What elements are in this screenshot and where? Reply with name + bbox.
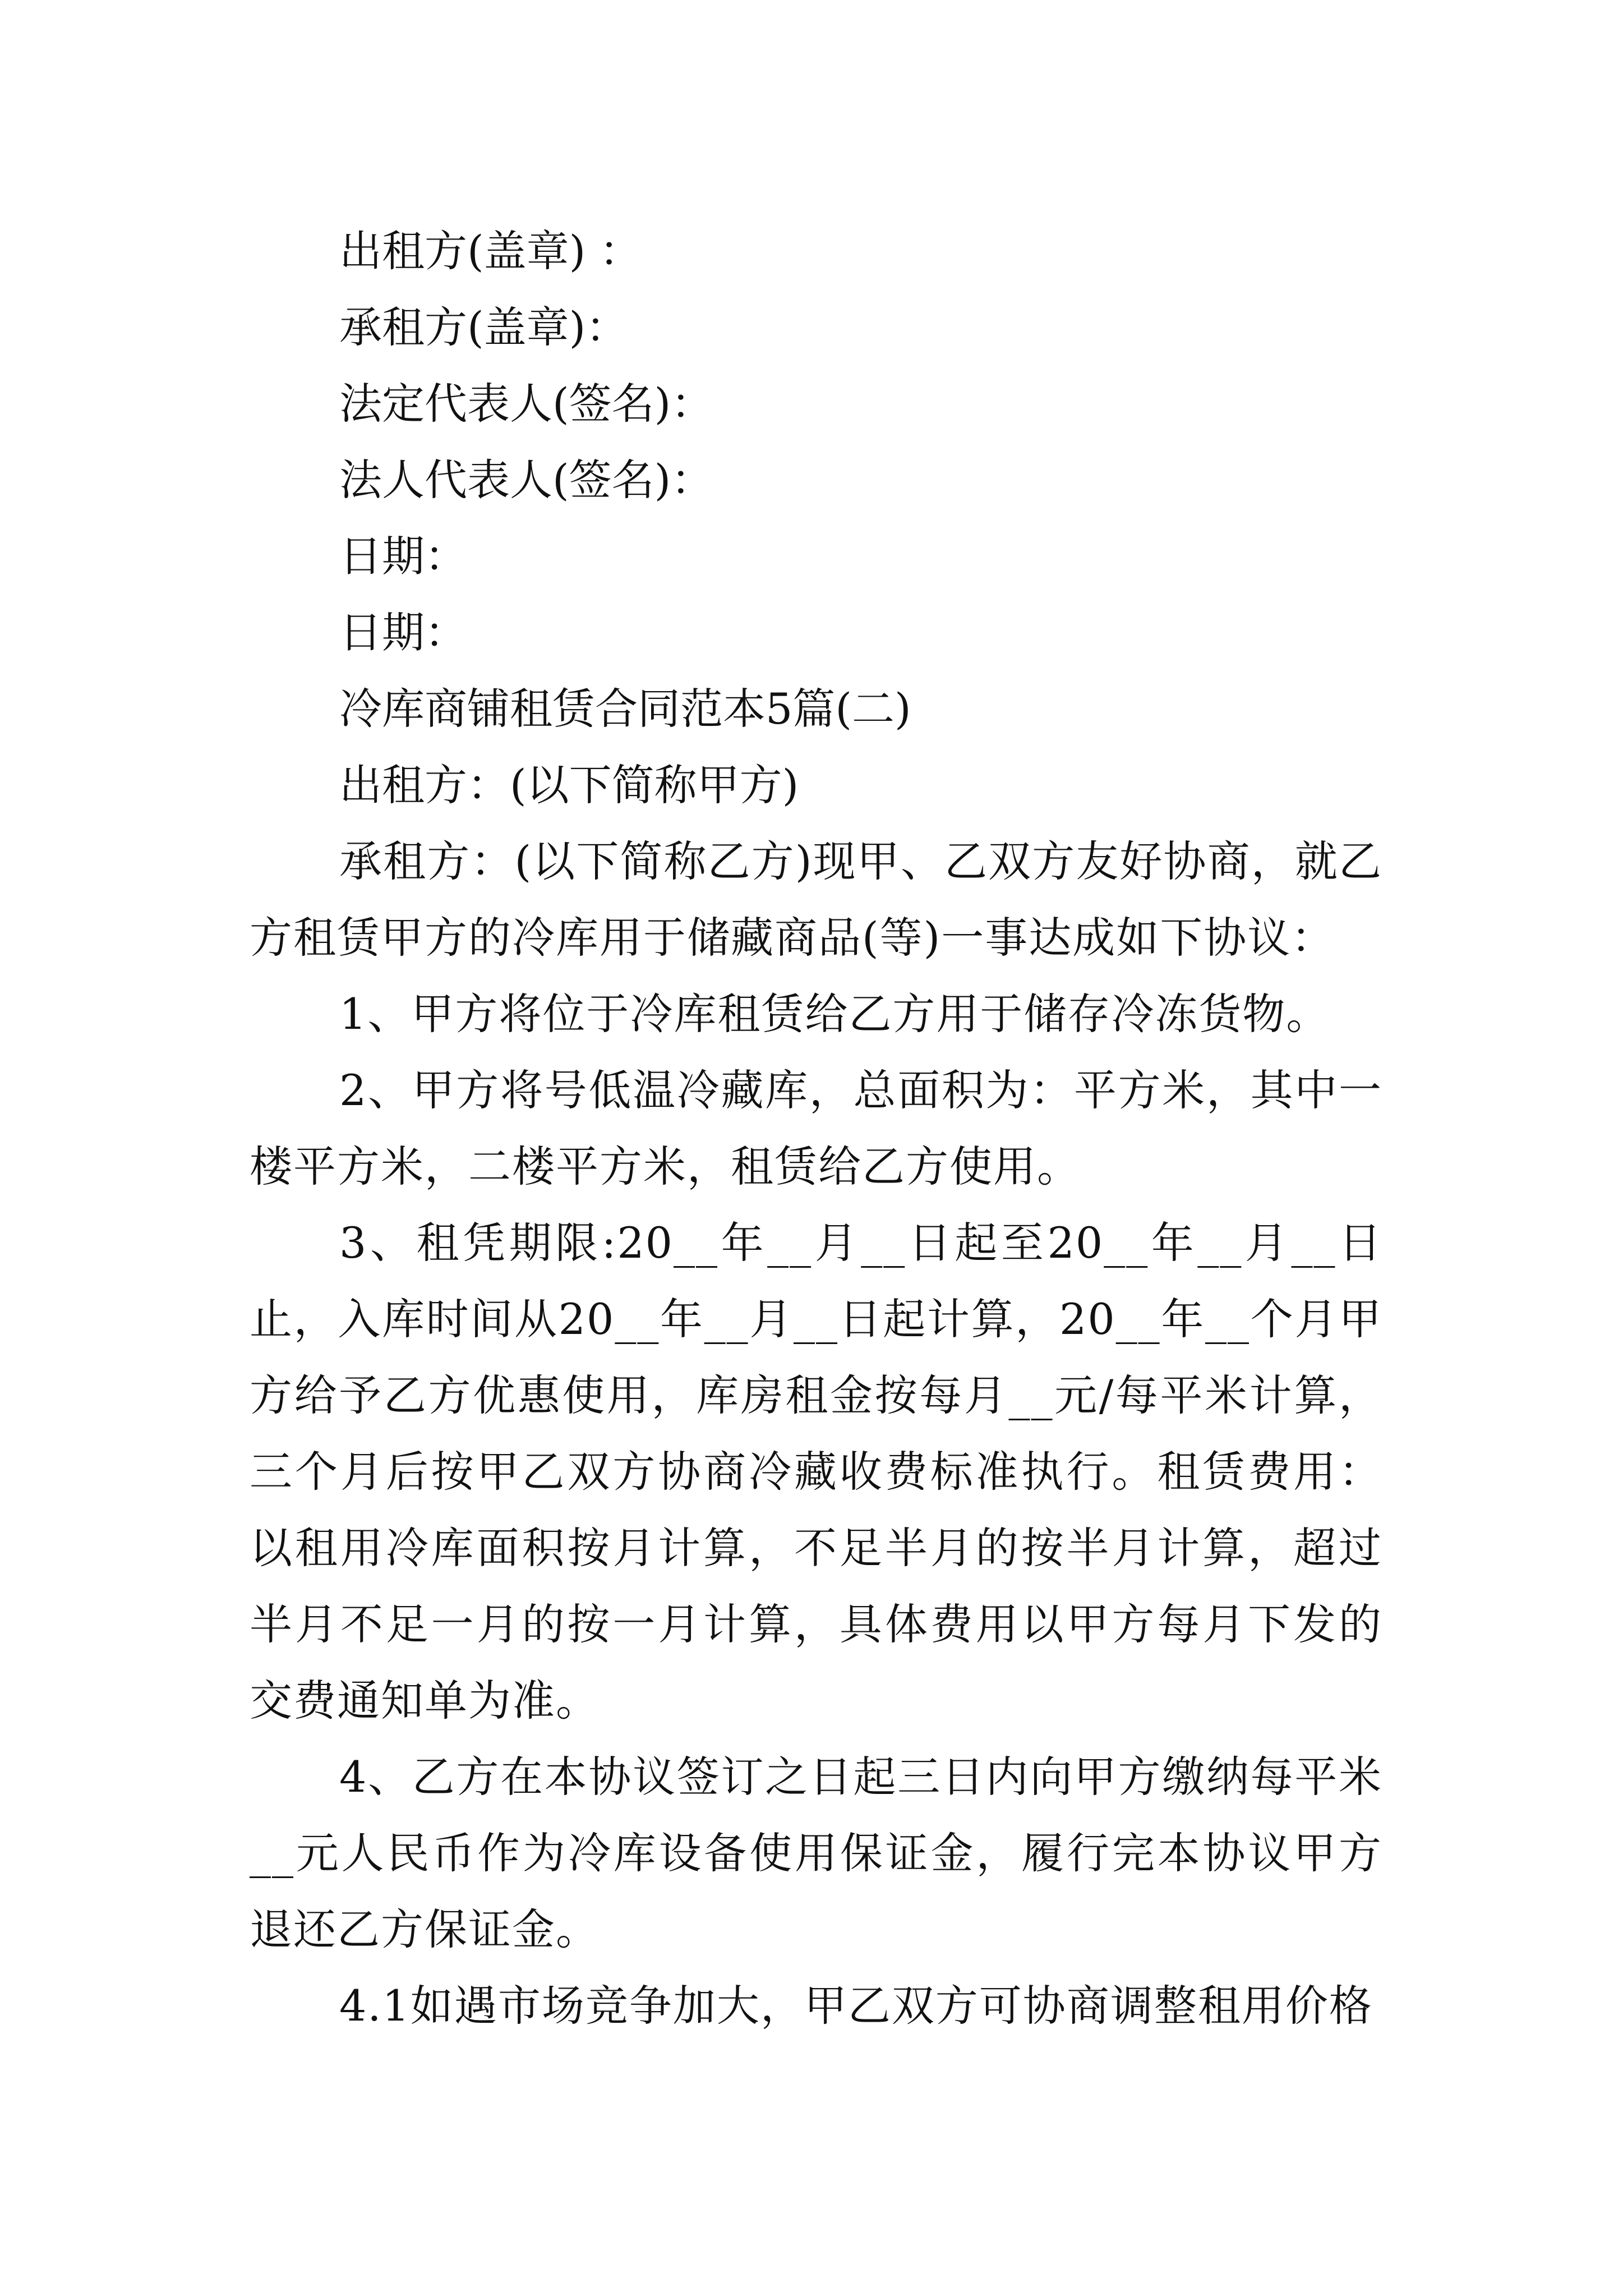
paragraph-clause-3: 3、租凭期限:20__年__月__日起至20__年__月__日止，入库时间从20__年__月__日起计算，20__年__个月甲方给予乙方优惠使用，库房租金按每月__元/每平米计算，三个月后按甲乙双方协商冷藏收费标准执行。租赁费用：以租用冷库面积按月计算，不足半月的按半月计算，超过半月不足一月的按一月计算，具体费用以甲方每月下发的交费通知单为准。 — [250, 1218, 1382, 1726]
paragraph-clause-1: 1、甲方将位于冷库租赁给乙方用于储存冷冻货物。 — [339, 989, 1330, 1039]
signature-line-legal-representative: 法定代表人(签名)： — [339, 379, 714, 429]
signature-line-corporate-representative: 法人代表人(签名)： — [339, 455, 714, 505]
document-body — [250, 213, 1382, 2044]
signature-line-lessee-seal: 承租方(盖章)： — [339, 302, 629, 352]
party-lessor: 出租方：(以下简称甲方) — [339, 760, 799, 810]
signature-line-lessor-seal: 出租方(盖章) ： — [339, 226, 642, 276]
paragraph-clause-2: 2、甲方将号低温冷藏库，总面积为：平方米，其中一楼平方米，二楼平方米，租赁给乙方使用。 — [250, 1065, 1382, 1191]
paragraph-clause-4: 4、乙方在本协议签订之日起三日内向甲方缴纳每平米__元人民币作为冷库设备使用保证金，履行完本协议甲方退还乙方保证金。 — [250, 1752, 1382, 1954]
signature-line-date-2: 日期： — [339, 608, 467, 657]
signature-line-date-1: 日期： — [339, 531, 467, 581]
paragraph-party-lessee: 承租方：(以下简称乙方)现甲、乙双方友好协商，就乙方租赁甲方的冷库用于储藏商品(等)一事达成如下协议： — [250, 836, 1382, 963]
paragraph-clause-4-1: 4.1如遇市场竞争加大，甲乙双方可协商调整租用价格 — [339, 1981, 1373, 2031]
section-title: 冷库商铺租赁合同范本5篇(二) — [339, 684, 911, 734]
